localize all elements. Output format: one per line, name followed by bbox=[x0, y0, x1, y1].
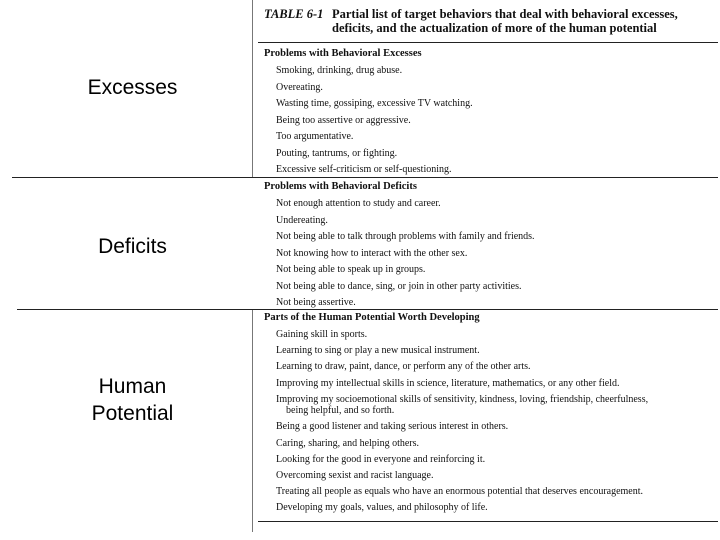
human-potential-line-1: Human bbox=[98, 375, 167, 398]
section-heading: Problems with Behavioral Excesses bbox=[264, 48, 422, 59]
list-item: Not being assertive. bbox=[276, 297, 356, 308]
list-item: Undereating. bbox=[276, 214, 328, 226]
list-item: Pouting, tantrums, or fighting. bbox=[276, 147, 398, 159]
list-item: Smoking, drinking, drug abuse. bbox=[276, 65, 403, 76]
table-bottom-rule bbox=[258, 521, 718, 522]
list-item: Not being able to talk through problems with family and friends. bbox=[276, 231, 535, 242]
list-item: Overcoming sexist and racist language. bbox=[276, 470, 434, 481]
table-left-edge bbox=[252, 0, 253, 178]
table-caption: Partial list of target behaviors that deal with behavioral excesses, deficits, and the actualization of more of the human potential bbox=[332, 7, 678, 35]
table-number: TABLE 6-1 bbox=[264, 7, 324, 21]
list-item: Developing my goals, values, and philosophy of life. bbox=[276, 502, 488, 514]
list-item: Improving my intellectual skills in science, literature, mathematics, or any other field. bbox=[276, 377, 620, 389]
section-excesses bbox=[264, 48, 716, 181]
section-deficits bbox=[264, 181, 716, 314]
list-item: Excessive self-criticism or self-questioning. bbox=[276, 164, 452, 175]
category-label-excesses: Excesses bbox=[87, 76, 178, 99]
section-heading: Parts of the Human Potential Worth Developing bbox=[264, 312, 480, 323]
list-item: Gaining skill in sports. bbox=[276, 329, 368, 340]
list-item: Improving my socioemotional skills of sensitivity, kindness, loving, friendship, cheerfulness, bbox=[276, 393, 649, 405]
human-potential-line-2: Potential bbox=[91, 402, 174, 425]
list-item: Looking for the good in everyone and reinforcing it. bbox=[276, 453, 486, 465]
table-left-edge-lower bbox=[252, 310, 253, 532]
category-label-human-potential bbox=[70, 373, 195, 427]
list-item: Treating all people as equals who have an enormous potential that deserves encouragement. bbox=[276, 486, 644, 498]
list-item: Learning to sing or play a new musical instrument. bbox=[276, 345, 480, 357]
category-label-deficits: Deficits bbox=[98, 235, 167, 258]
list-item: Being a good listener and taking serious interest in others. bbox=[276, 421, 509, 433]
list-item: Caring, sharing, and helping others. bbox=[276, 437, 420, 449]
section-heading: Problems with Behavioral Deficits bbox=[264, 181, 417, 192]
list-item: Not knowing how to interact with the other sex. bbox=[276, 247, 468, 259]
list-item-continuation: being helpful, and so forth. bbox=[286, 405, 395, 417]
list-item: Overeating. bbox=[276, 81, 323, 93]
table-title bbox=[264, 7, 714, 35]
list-item: Too argumentative. bbox=[276, 131, 354, 142]
list-item: Not enough attention to study and career. bbox=[276, 198, 441, 209]
list-item: Being too assertive or aggressive. bbox=[276, 114, 411, 126]
list-item: Not being able to dance, sing, or join in other party activities. bbox=[276, 280, 522, 292]
list-item: Learning to draw, paint, dance, or perform any of the other arts. bbox=[276, 361, 531, 373]
section-human-potential bbox=[264, 312, 716, 519]
title-rule bbox=[258, 42, 718, 43]
list-item: Not being able to speak up in groups. bbox=[276, 264, 426, 275]
list-item: Wasting time, gossiping, excessive TV watching. bbox=[276, 98, 473, 109]
